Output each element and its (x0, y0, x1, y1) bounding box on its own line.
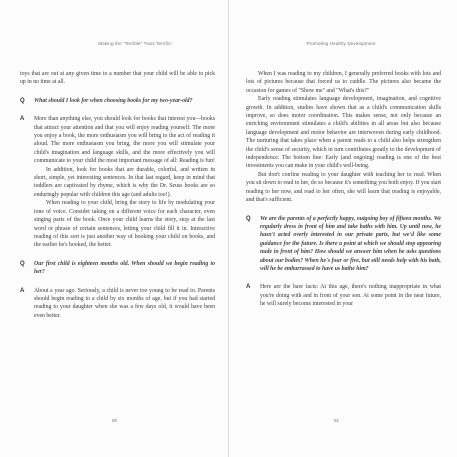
page-body (246, 70, 441, 309)
answer (20, 115, 215, 250)
left-page (0, 0, 228, 457)
paragraph: Here are the bare facts: At this age, there's nothing inappropriate in what you're doing with and in front of your son. At some point in the near future, he will surely become interested in your (260, 284, 441, 308)
paragraph: About a year ago. Seriously, a child is never too young to be read to. Parents should begin reading to a child by six months of age, but if you had started reading to your daughter when she was a few days old, it would have been even better. (34, 287, 215, 319)
paragraph: When reading to your child, bring the story to life by modulating your tone of voice. Consider taking on a different voice for each character, even singing parts of the book. Once your child learns the story, stop at the last word or phrase of certain sentences, letting your child fill it in. Interactive reading of this sort is just another way of hooking your child on books, and the earlier he's hooked, the better. (34, 200, 215, 249)
question (246, 215, 441, 274)
page-body (20, 70, 215, 320)
question (20, 97, 215, 105)
page-number: 90 (112, 418, 118, 423)
paragraph: When I was reading to my children, I generally preferred books with lots and lots of pictures because that forced us to cuddle. The pictures also became the occasion for games of "Show me" and "What's this?" (246, 71, 441, 94)
paragraph: In addition, look for books that are durable, colorful, and written in short, simple, yet interesting sentences. In that last regard, keep in mind that toddlers are captivated by rhyme, which is why the Dr. Seuss books are so enduringly popular with children this age (and adults too!). (34, 166, 215, 198)
answer-marker: A (20, 287, 25, 294)
question-marker: Q (20, 97, 25, 104)
page-number: 91 (334, 418, 340, 423)
question-marker: Q (20, 260, 25, 267)
paragraph: More than anything else, you should look for books that interest you—books that attract your attention and that you will enjoy reading yourself. The more you enjoy a book, the more enthusiasm you will bring to the act of reading it aloud. The more enthusiasm you bring, the more you will stimulate your child's imagination and language skills, and the more effectively you will communicate to your child the most important message of all: Reading is fun! (34, 116, 215, 165)
question (20, 260, 215, 277)
question-marker: Q (246, 215, 251, 222)
paragraph: But don't confine reading to your daughter with teaching her to read. When you sit down to read to her, do so because it's something you both enjoy. If you start reading to her now, and read to her often, she will learn that reading is enjoyable, and that's sufficient. (246, 171, 441, 204)
question-text: Our first child is eighteen months old. When should we begin reading to her? (34, 260, 215, 276)
question-text: What should I look for when choosing books for my two-year-old? (34, 97, 193, 104)
question-text: We are the parents of a perfectly happy, outgoing boy of fifteen months. We regularly dress in front of him and take baths with him. Up until now, he hasn't acted overly interested in our private parts, but we'd like some guidance for the future. Is there a point at which we should stop appearing nude in front of him? How should we answer him when he asks questions about our bodies? When he's four or five, but still needs help with his bath, will he be embarrassed to have us bathe him? (260, 215, 441, 272)
paragraph: Early reading stimulates language development, imagination, and cognitive growth. In addition, studies have shown that as a child's communication skills improve, so does motor coordination. This makes sense, not only because an enriching environment stimulates a child's abilities in all areas but also because language development and motor behavior are interwoven during early childhood. The nurturing that takes place when a parent reads to a child also helps strengthen the child's sense of security, which in turn contributes greatly to the development of independence. The bottom line: Early (and ongoing) reading is one of the best investments you can make in your child's well-being. (246, 96, 441, 170)
running-head: Making the "Terrible" Twos Terrific! (98, 41, 172, 46)
running-head: Promoting Healthy Development (306, 41, 376, 46)
answer (246, 283, 441, 308)
answer-marker: A (20, 116, 25, 123)
right-page (229, 0, 457, 457)
answer (20, 287, 215, 321)
paragraph: toys that are out at any given time to a number that your child will be able to pick up in no time at all. (20, 71, 215, 86)
answer-marker: A (246, 284, 251, 291)
